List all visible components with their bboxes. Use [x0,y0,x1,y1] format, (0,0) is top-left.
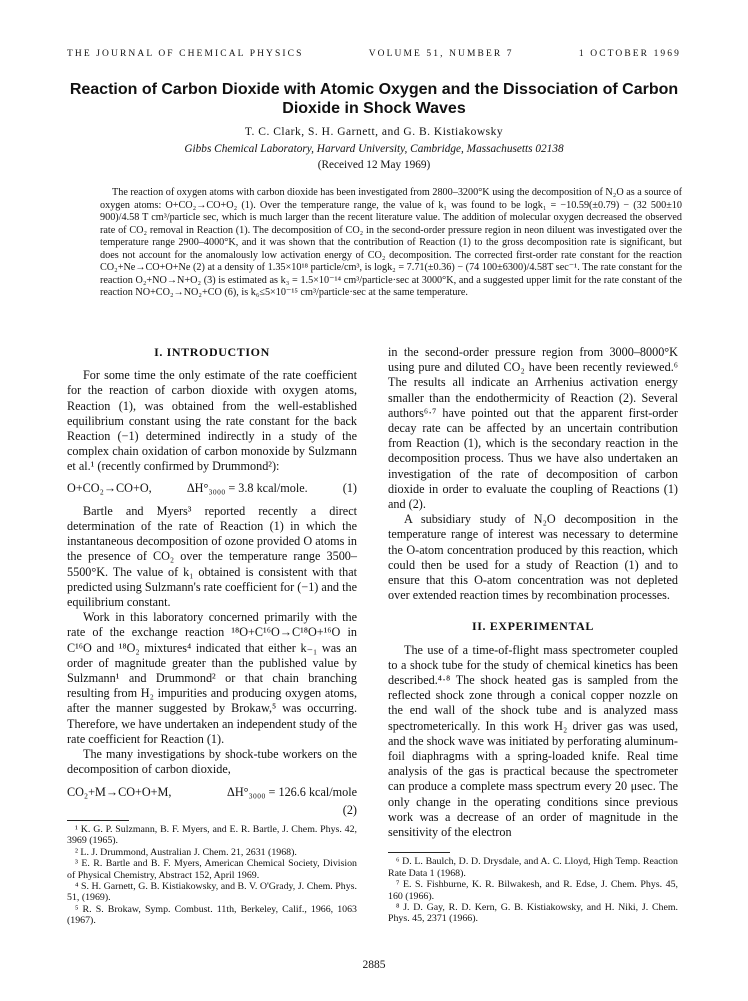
equation-2-enthalpy: ΔH°₃₀₀₀ = 126.6 kcal/mole [227,785,357,800]
issue-date: 1 OCTOBER 1969 [578,49,681,59]
volume-number: VOLUME 51, NUMBER 7 [368,49,514,59]
article-title [60,80,688,118]
page-number: 2885 [362,959,386,971]
paragraph: Bartle and Myers³ reported recently a direct determination of the rate of Reaction (1) in which the instantaneous decomposition of ozone provided O atoms in the presence of CO₂ over the temperature range 3500–5500°K. The value of k₁ obtained is consistent with that predicted using Sulzmann's rate coefficient for (−1) and the equilibrium constant. [67,503,357,610]
footnote: ⁵ R. S. Brokaw, Symp. Combust. 11th, Berkeley, Calif., 1966, 1063 (1967). [67,903,357,927]
right-column [388,345,678,925]
equation-1-enthalpy: ΔH°₃₀₀₀ = 3.8 kcal/mole. [186,480,308,495]
footnote: ³ E. R. Bartle and B. F. Myers, American Chemical Society, Division of Physical Chemistry, Abstract 152, April 1969. [67,858,357,881]
affiliation: Gibbs Chemical Laboratory, Harvard University, Cambridge, Massachusetts 02138 [184,143,564,155]
equation-1 [67,481,357,496]
title-line-1: Reaction of Carbon Dioxide with Atomic Oxygen and the Dissociation of Carbon [69,81,679,98]
footnote-divider [388,852,450,853]
abstract-text: The reaction of oxygen atoms with carbon dioxide has been investigated from 2800–3200°K using the decomposition of N₂O as a source of oxygen atoms: O+CO₂→CO+O₂ (1). Over the temperature range, the value of k₁ was found to be logk₁ = −10.59(±0.79) − (32 500±10 900)/4.58 T cm³/particle sec, which is much larger than the recent literature value. The addition of molecular oxygen decreased the observed rate of CO₂ removal in Reaction (1). The decomposition of CO₂ in the second-order pressure region in neon diluent was investigated over the temperature range 2900–4000°K, and it was shown that the contribution of Reaction (1) to the gross decomposition rate is significant, but does not account for the anomalously low activation energy of CO₂ decomposition. The corrected first-order rate constant for the reaction CO₂+Ne→CO+O+Ne (2) at a density of 1.35×10¹⁸ particle/cm³, is logk₂ = 7.71(±0.36) − (74 100±6300)/4.58T sec⁻¹. The rate constant for the reaction O₂+NO→N+O₂ (3) is estimated as k₃ = 1.5×10⁻¹⁴ cm³/particle·sec at 3000°K, and a suggested upper limit for the rate constant of the reaction NO+CO₂→NO₂+CO (6), is k₆≤5×10⁻¹⁵ cm³/particle·sec at the same temperature. [100,187,682,299]
footnote: ⁶ D. L. Baulch, D. D. Drysdale, and A. C. Lloyd, High Temp. Reaction Rate Data 1 (1968). [388,856,678,879]
section-heading-experimental: II. EXPERIMENTAL [471,619,595,634]
footnote: ⁸ J. D. Gay, R. D. Kern, G. B. Kistiakowsky, and H. Niki, J. Chem. Phys. 45, 2371 (1966). [388,901,678,925]
running-head [67,49,681,59]
equation-2 [67,785,357,800]
footnote-divider [67,820,129,821]
section-heading-introduction: I. INTRODUCTION [154,345,270,359]
footnotes-left [67,824,357,927]
paragraph: For some time the only estimate of the rate coefficient for the reaction of carbon dioxide with oxygen atoms, Reaction (1), was obtained from the well-established equilibrium constant using the rate constant for the back Reaction (−1) determined indirectly in a study of the complex chain oxidation of carbon monoxide by Sulzmann et al.¹ (recently confirmed by Drummond²): [67,368,357,474]
journal-name: THE JOURNAL OF CHEMICAL PHYSICS [67,49,304,59]
paragraph: Work in this laboratory concerned primarily with the rate of the exchange reaction ¹⁸O+C¹⁶O→C¹⁸O+¹⁶O in C¹⁶O and ¹⁸O₂ mixtures⁴ indicated that either k₋₁ was an order of magnitude greater than the published value by Sulzmann¹ and Drummond² or that chain branching resulting from H₂ impurities and producing oxygen atoms, after the manner suggested by Brokaw,⁵ was occurring. Therefore, we have undertaken an independent study of the rate coefficient for Reaction (1). [67,610,357,746]
equation-2-formula: CO₂+M→CO+O+M, [67,785,172,800]
footnote: ⁴ S. H. Garnett, G. B. Kistiakowsky, and B. V. O'Grady, J. Chem. Phys. 51, (1969). [67,880,357,904]
paragraph: A subsidiary study of N₂O decomposition in the temperature range of interest was necessary to determine the O-atom concentration produced by this reaction, which could then be used for a study of Reaction (1) and to ensure that this O-atom concentration was not depleted over extended reaction times by recombination processes. [388,512,678,603]
equation-1-number: (1) [342,480,357,495]
equation-2-number: (2) [342,802,357,817]
paragraph: The many investigations by shock-tube workers on the decomposition of carbon dioxide, [67,747,357,777]
equation-1-formula: O+CO₂→CO+O, [67,480,152,495]
paragraph: in the second-order pressure region from 3000–8000°K using pure and diluted CO₂ have been recently reviewed.⁶ The results all indicate an Arrhenius activation energy smaller than the endothermicity of Reaction (2). Several authors⁶·⁷ have pointed out that the apparent first-order decay rate can be affected by an uncertain contribution from Reaction (1), which is the secondary reaction in the decomposition process. Thus we have also undertaken an investigation of the rate of decomposition of carbon dioxide in order to evaluate the coupling of Reactions (1) and (2). [388,345,678,512]
footnote: ⁷ E. S. Fishburne, K. R. Bilwakesh, and R. Edse, J. Chem. Phys. 45, 160 (1966). [388,879,678,902]
title-line-2: Dioxide in Shock Waves [282,100,466,117]
paragraph: The use of a time-of-flight mass spectrometer coupled to a shock tube for the study of chemical kinetics has been described.⁴·⁸ The shock heated gas is sampled from the reflected shock zone through a conical copper nozzle on the end wall of the shock tube and is analyzed mass spectrometerically. In this work H₂ driver gas was used, and the shock wave was initiated by perforating aluminum-foil diaphragms with a spring-loaded knife. Real time analysis of the gas is practical because the spectrometer can produce a complete mass spectrum every 20 μsec. The only change in the operating conditions since previous work was a decrease of an order of magnitude in the sensitivity of the electron [388,642,678,840]
received-date: (Received 12 May 1969) [317,159,431,171]
footnote: ¹ K. G. P. Sulzmann, B. F. Myers, and E. R. Bartle, J. Chem. Phys. 42, 3969 (1965). [67,823,357,847]
footnotes-right [388,856,678,924]
author-list: T. C. Clark, S. H. Garnett, and G. B. Kistiakowsky [244,126,504,138]
footnote: ² L. J. Drummond, Australian J. Chem. 21, 2631 (1968). [75,846,297,858]
left-column [67,345,357,927]
abstract [100,187,682,300]
